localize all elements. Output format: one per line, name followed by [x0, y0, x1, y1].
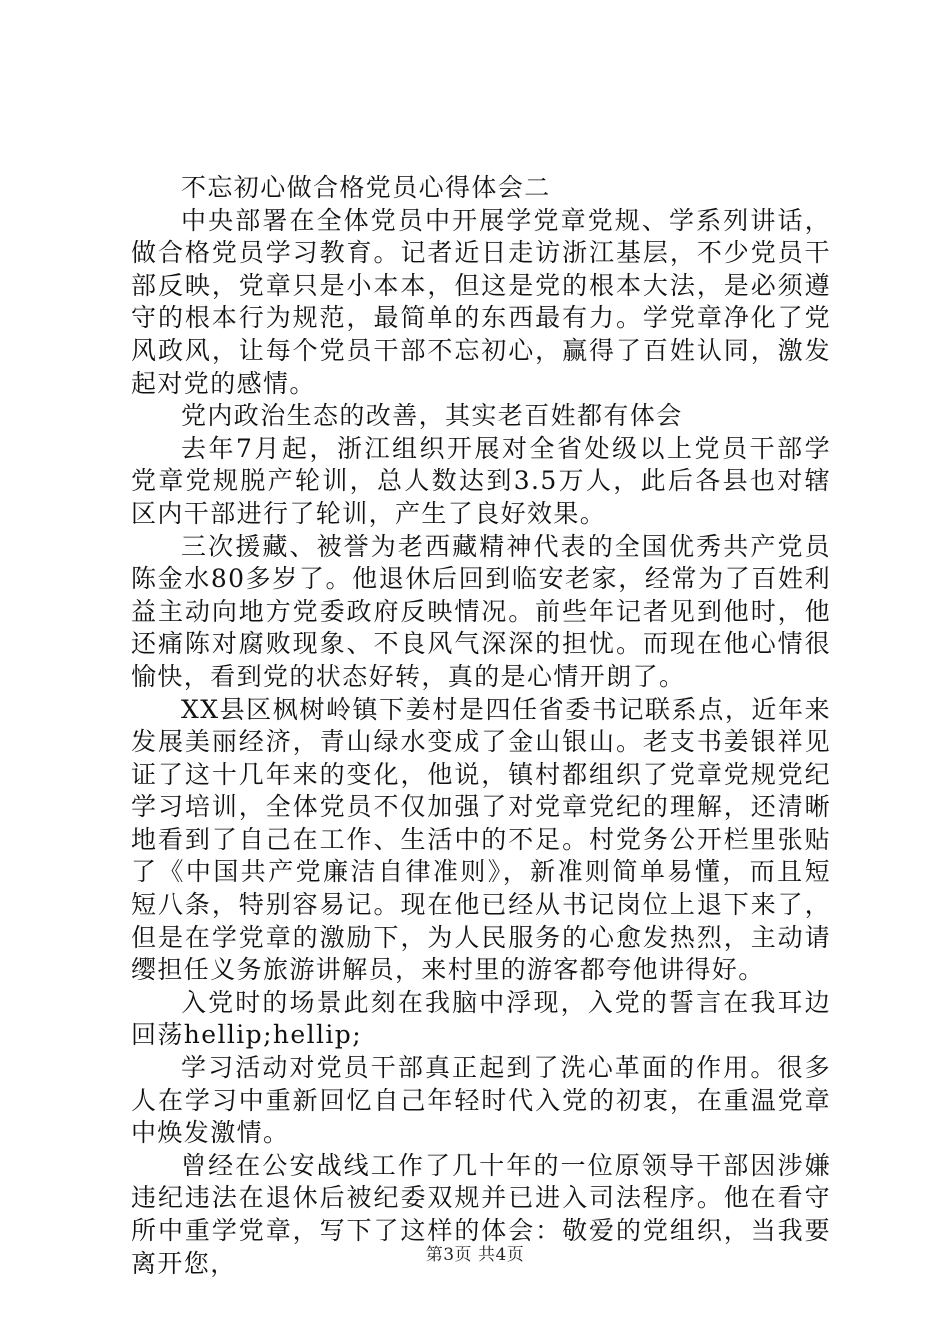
- page-number-footer: 第3页 共4页: [425, 1245, 525, 1265]
- paragraph: 入党时的场景此刻在我脑中浮现，入党的誓言在我耳边回荡hellip;hellip;: [131, 987, 831, 1050]
- paragraph: 学习活动对党员干部真正起到了洗心革面的作用。很多人在学习中重新回忆自己年轻时代入党的初衷，在重温党章中焕发激情。: [131, 1053, 831, 1148]
- document-title: 不忘初心做合格党员心得体会二: [181, 173, 551, 202]
- paragraph: 中央部署在全体党员中开展学党章党规、学系列讲话，做合格党员学习教育。记者近日走访浙江基层，不少党员干部反映，党章只是小本本，但这是党的根本大法，是必须遵守的根本行为规范，最简单的东西最有力。学党章净化了党风政风，让每个党员干部不忘初心，赢得了百姓认同，激发起对党的感情。: [131, 205, 831, 398]
- section-heading: 党内政治生态的改善，其实老百姓都有体会: [181, 401, 683, 431]
- document-body: [131, 172, 831, 1280]
- paragraph: 三次援藏、被誉为老西藏精神代表的全国优秀共产党员陈金水80多岁了。他退休后回到临安老家，经常为了百姓利益主动向地方党委政府反映情况。前些年记者见到他时，他还痛陈对腐败现象、不良风气深深的担忧。而现在他心情很愉快，看到党的状态好转，真的是心情开朗了。: [131, 531, 831, 691]
- paragraph: 曾经在公安战线工作了几十年的一位原领导干部因涉嫌违纪违法在退休后被纪委双规并已进入司法程序。他在看守所中重学党章，写下了这样的体会：敬爱的党组织，当我要离开您，: [131, 1150, 831, 1278]
- paragraph: XX县区枫树岭镇下姜村是四任省委书记联系点，近年来发展美丽经济，青山绿水变成了金山银山。老支书姜银祥见证了这十几年来的变化，他说，镇村都组织了党章党规党纪学习培训，全体党员不仅加强了对党章党纪的理解，还清晰地看到了自己在工作、生活中的不足。村党务公开栏里张贴了《中国共产党廉洁自律准则》，新准则简单易懂，而且短短八条，特别容易记。现在他已经从书记岗位上退下来了，但是在学党章的激励下，为人民服务的心愈发热烈，主动请缨担任义务旅游讲解员，来村里的游客都夸他讲得好。: [131, 694, 831, 985]
- paragraph: 去年7月起，浙江组织开展对全省处级以上党员干部学党章党规脱产轮训，总人数达到3.5万人，此后各县也对辖区内干部进行了轮训，产生了良好效果。: [131, 433, 831, 528]
